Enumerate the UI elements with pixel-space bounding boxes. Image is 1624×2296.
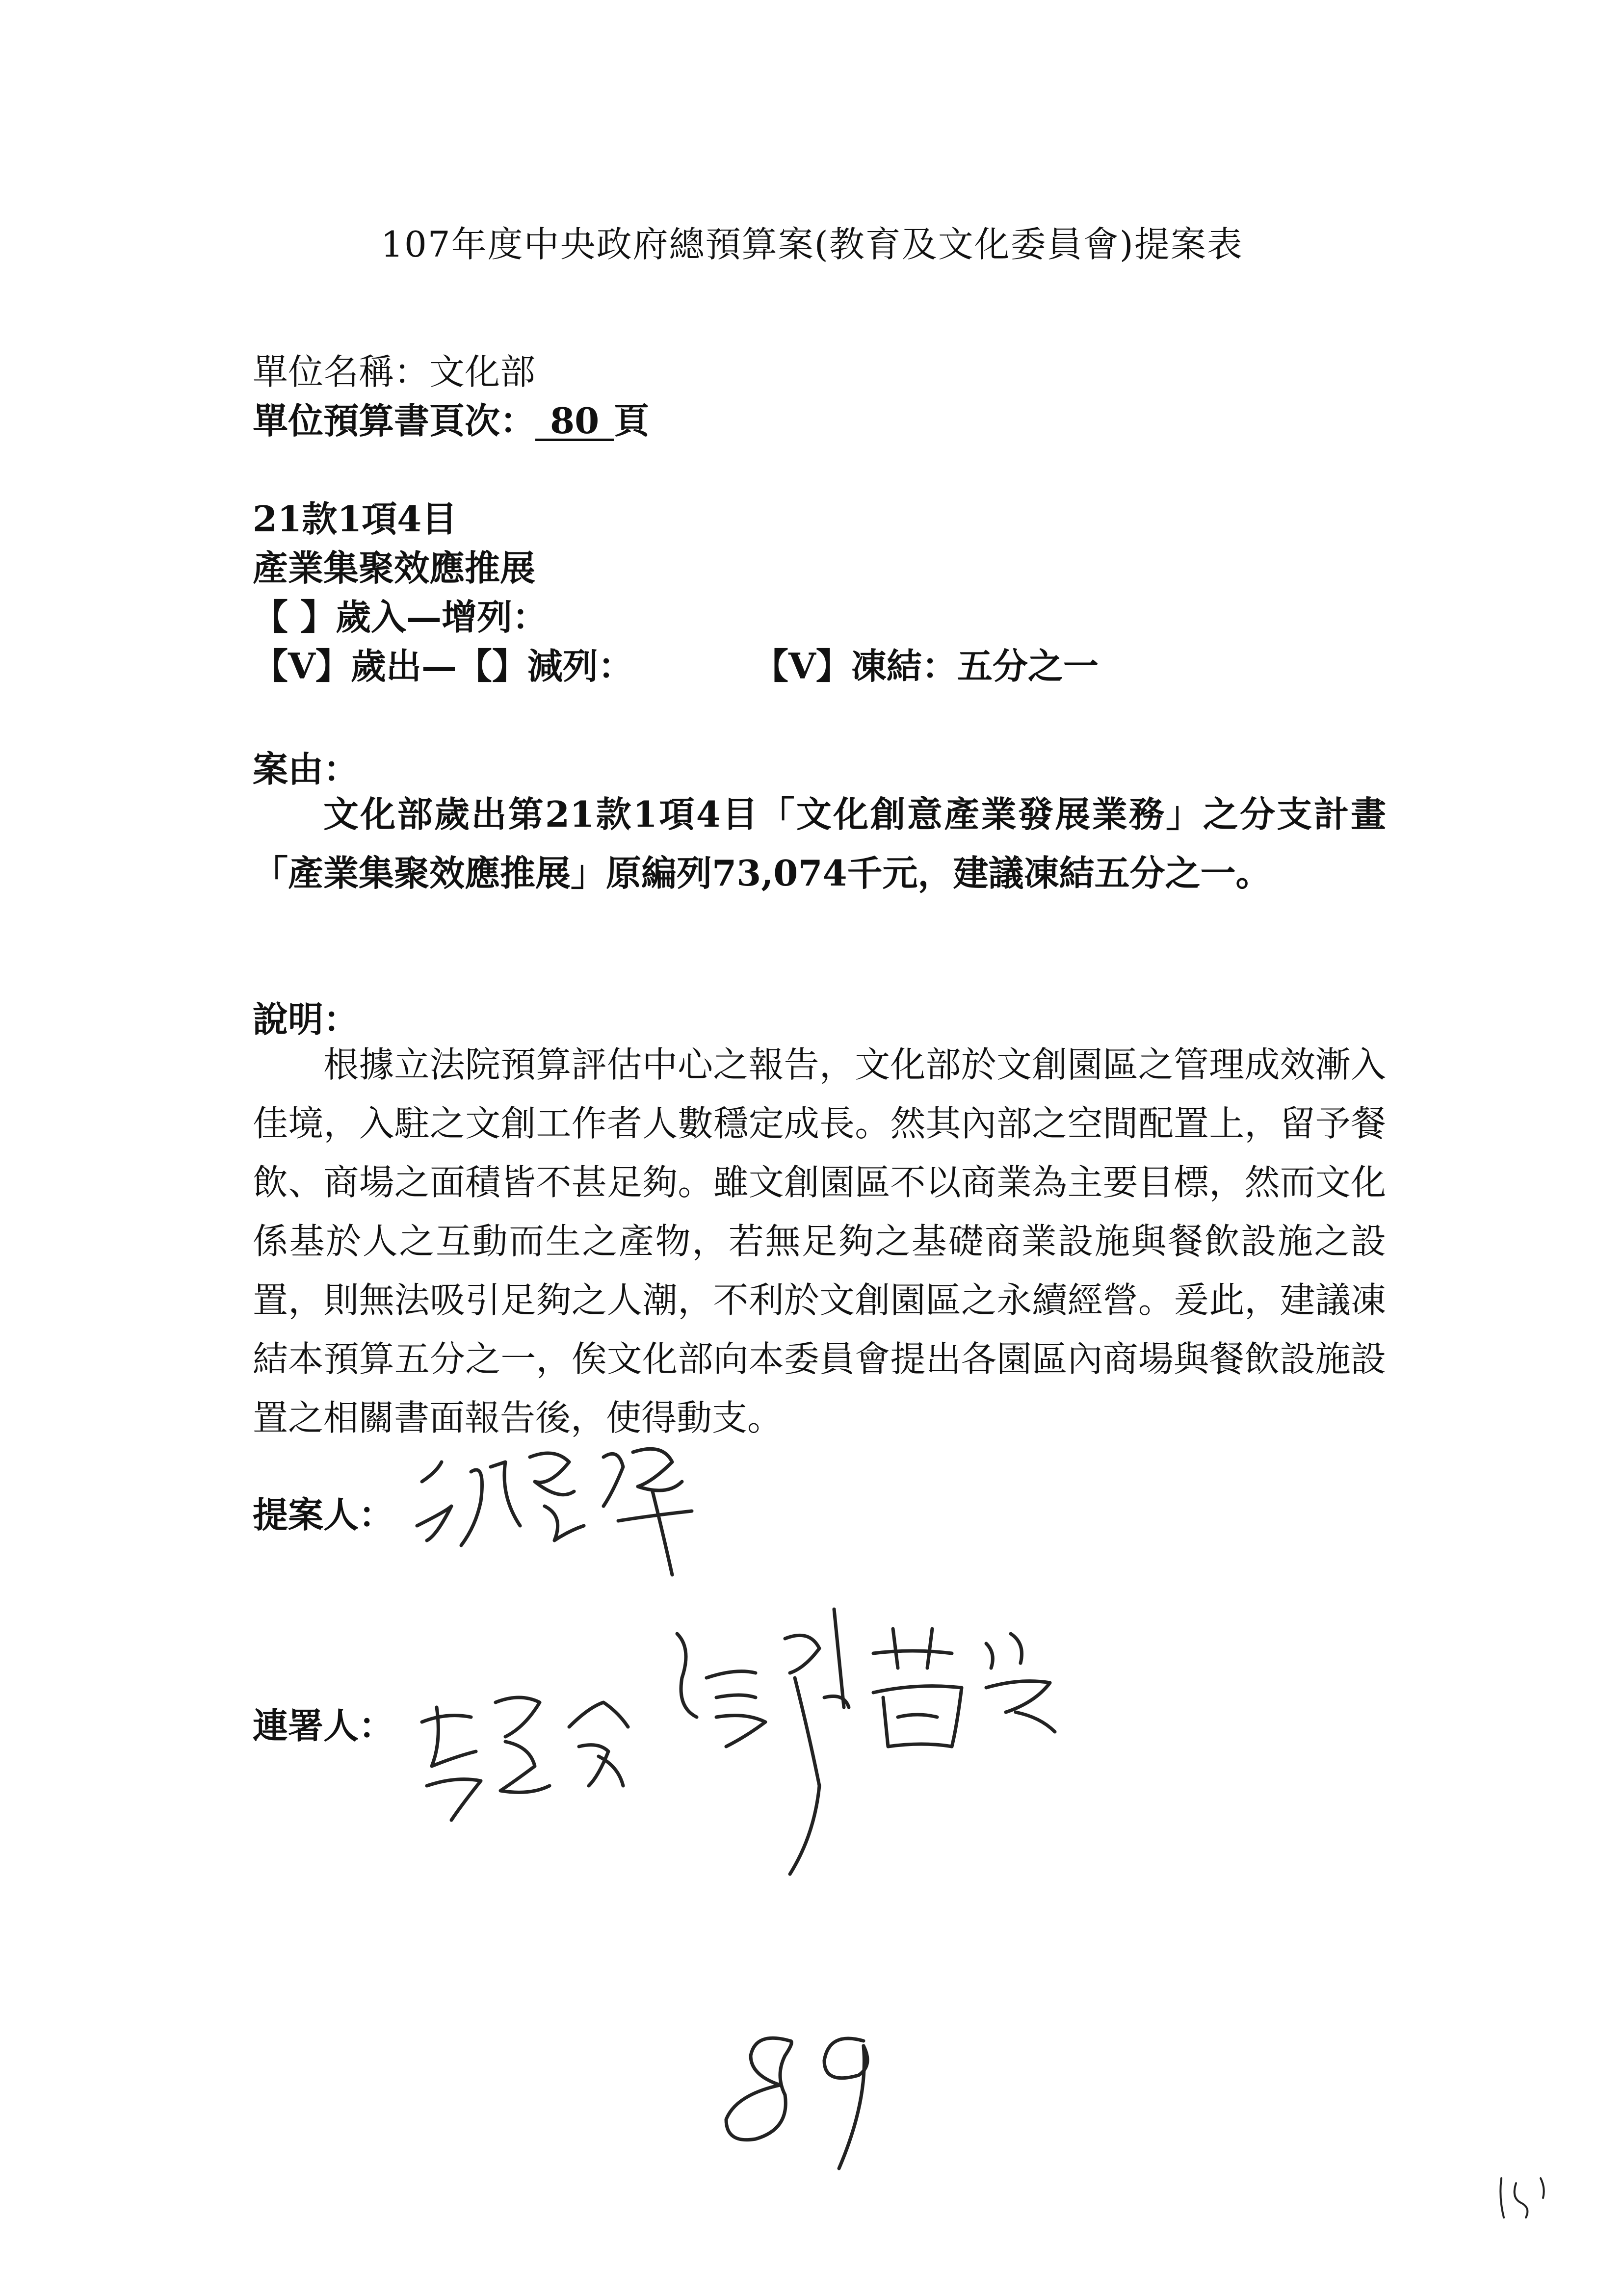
proposer-signature xyxy=(407,1413,751,1599)
document-title: 107年度中央政府總預算案(教育及文化委員會)提案表 xyxy=(381,224,1243,265)
page-label: 單位預算書頁次： xyxy=(253,400,536,442)
reason-text: 文化部歲出第21款1項4目「文化創意產業發展業務」之分支計畫「產業集聚效應推展」原編列73,074千元，建議凍結五分之一。 xyxy=(253,793,1386,894)
freeze-mark: 【V】凍結：五分之一 xyxy=(753,645,1099,687)
reason-paragraph xyxy=(253,785,1386,903)
page-number: 80 xyxy=(535,403,614,441)
revenue-line: 【 】歲入—增列： xyxy=(253,596,548,638)
cosigner-signatures xyxy=(402,1580,1236,1923)
explanation-text: 根據立法院預算評估中心之報告，文化部於文創園區之管理成效漸入佳境，入駐之文創工作者人數穩定成長。然其內部之空間配置上，留予餐飲、商場之面積皆不甚足夠。雖文創園區不以商業為主要目標，然而文化係基於人之互動而生之產物，若無足夠之基礎商業設施與餐飲設施之設置，則無法吸引足夠之人潮，不利於文創園區之永續經營。爰此，建議凍結本預算五分之一，俟文化部向本委員會提出各園區內商場與餐飲設施設置之相關書面報告後，使得動支。 xyxy=(253,1044,1386,1438)
corner-mark xyxy=(1492,2168,1560,2227)
unit-line xyxy=(253,343,535,394)
proposer-label: 提案人： xyxy=(253,1494,394,1536)
unit-name: 文化部 xyxy=(429,351,536,392)
expense-line xyxy=(253,638,1099,689)
unit-label: 單位名稱： xyxy=(253,351,430,392)
cosigner-label: 連署人： xyxy=(253,1705,394,1747)
reason-heading: 案由： xyxy=(253,748,359,790)
explanation-heading: 說明： xyxy=(253,998,359,1040)
expense-mark: 【V】歲出—【】減列： xyxy=(253,645,633,687)
page-line xyxy=(253,392,649,444)
page-suffix: 頁 xyxy=(614,400,650,442)
item-name: 產業集聚效應推展 xyxy=(253,547,536,589)
item-code: 21款1項4目 xyxy=(253,498,457,540)
handwritten-number xyxy=(716,2011,913,2178)
explanation-paragraph xyxy=(253,1035,1386,1447)
